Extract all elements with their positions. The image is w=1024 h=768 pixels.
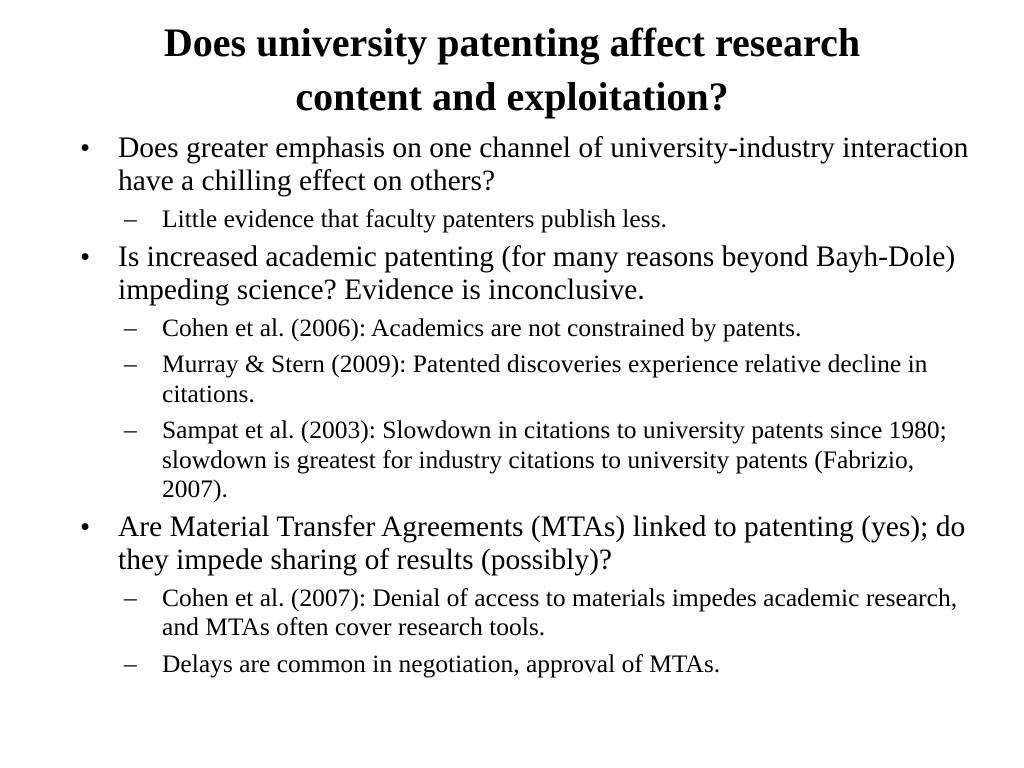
slide-title-line-2: content and exploitation? bbox=[295, 74, 729, 119]
bullet-icon: • bbox=[80, 510, 91, 543]
bullet-point-1-text: Does greater emphasis on one channel of university-industry interaction have a chilling effect on others? bbox=[118, 132, 969, 197]
dash-icon: – bbox=[124, 312, 137, 342]
dash-icon: – bbox=[124, 648, 137, 678]
slide-body bbox=[80, 132, 980, 685]
bullet-icon: • bbox=[80, 132, 91, 164]
bullet-point-2 bbox=[80, 241, 980, 307]
slide-title-line-1: Does university patenting affect research bbox=[163, 20, 861, 65]
subpoint-3-2 bbox=[124, 649, 980, 679]
slide-title bbox=[60, 16, 964, 124]
subpoint-2-3 bbox=[124, 415, 980, 504]
bullet-point-1 bbox=[80, 132, 980, 198]
bullet-point-2-text: Is increased academic patenting (for many reasons beyond Bayh-Dole) impeding science? Evidence is inconclusive. bbox=[118, 240, 956, 306]
subpoint-2-3-text: Sampat et al. (2003): Slowdown in citations to university patents since 1980; slowdown is greatest for industry citations to university patents (Fabrizio, 2007). bbox=[162, 415, 947, 503]
subpoint-1-1 bbox=[124, 204, 980, 234]
subpoint-2-2-text: Murray & Stern (2009): Patented discoveries experience relative decline in citations. bbox=[162, 349, 928, 408]
bullet-point-2-subpoints bbox=[80, 313, 980, 504]
dash-icon: – bbox=[124, 349, 137, 378]
bullet-icon: • bbox=[80, 240, 91, 273]
bullet-point-1-subpoints bbox=[80, 204, 980, 234]
dash-icon: – bbox=[124, 582, 137, 612]
bullet-point-3 bbox=[80, 511, 980, 577]
subpoint-3-2-text: Delays are common in negotiation, approval of MTAs. bbox=[162, 648, 721, 678]
subpoint-1-1-text: Little evidence that faculty patenters publish less. bbox=[162, 204, 667, 233]
subpoint-3-1-text: Cohen et al. (2007): Denial of access to materials impedes academic research, and MTAs often cover research tools. bbox=[162, 582, 958, 641]
dash-icon: – bbox=[124, 415, 137, 444]
subpoint-2-1-text: Cohen et al. (2006): Academics are not constrained by patents. bbox=[162, 312, 802, 342]
subpoint-2-2 bbox=[124, 349, 980, 408]
subpoint-2-1 bbox=[124, 313, 980, 343]
bullet-point-3-subpoints bbox=[80, 583, 980, 679]
dash-icon: – bbox=[124, 204, 137, 233]
bullet-point-3-text: Are Material Transfer Agreements (MTAs) linked to patenting (yes); do they impede sharing of results (possibly)? bbox=[118, 510, 966, 576]
subpoint-3-1 bbox=[124, 583, 980, 642]
